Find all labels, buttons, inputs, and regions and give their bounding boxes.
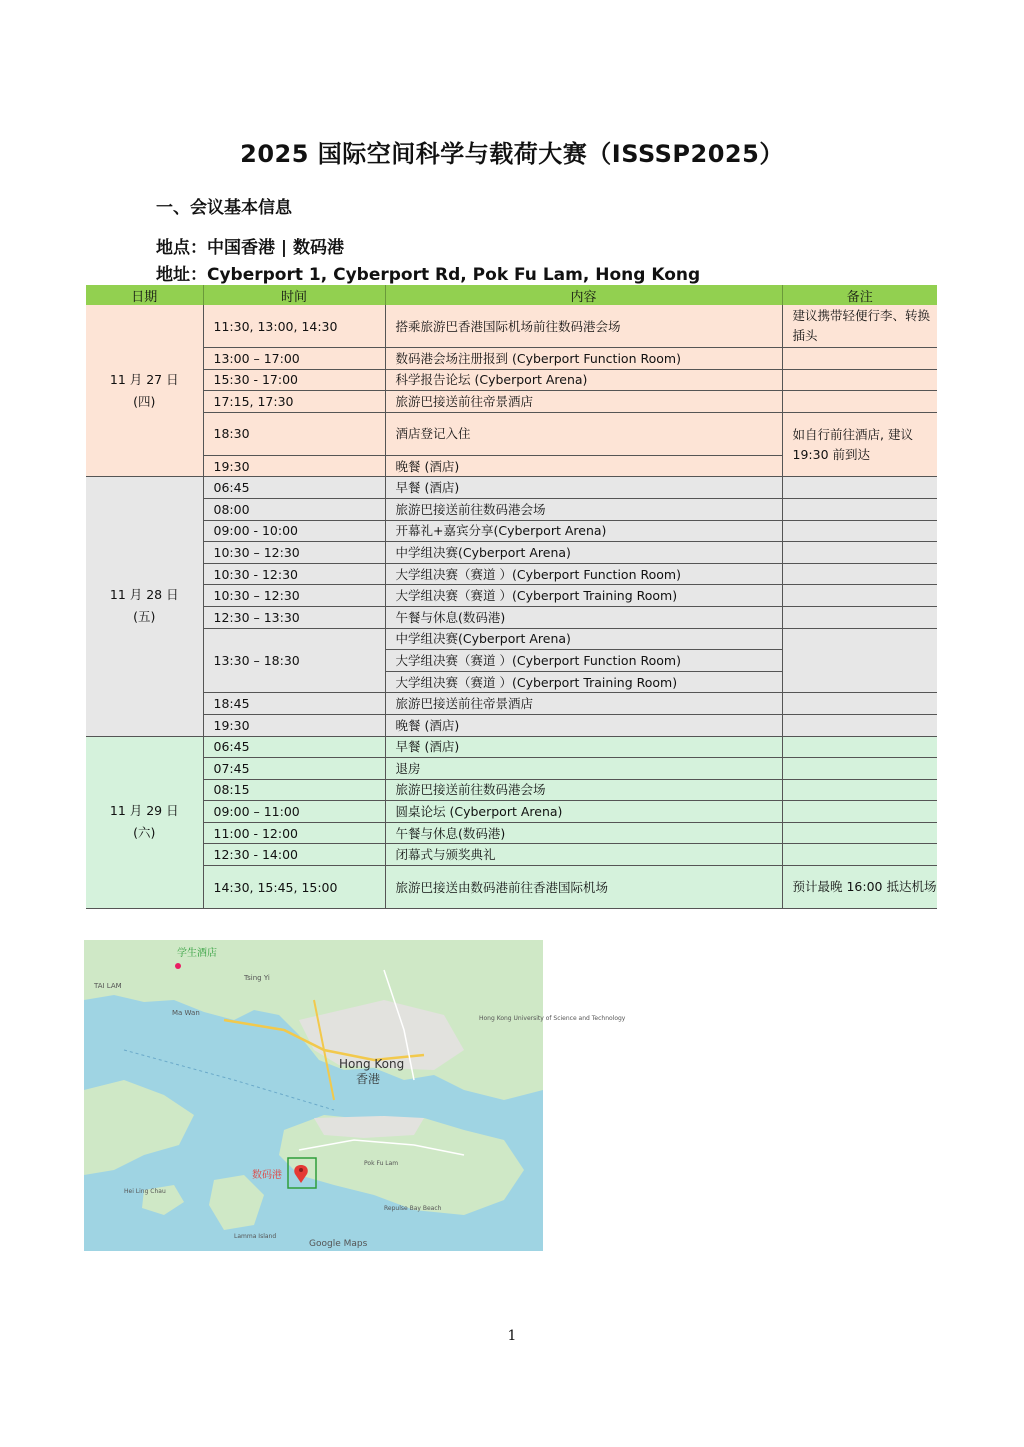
content-cell: 大学组决赛（赛道 ）(Cyberport Training Room) — [385, 585, 782, 607]
note-cell — [782, 585, 937, 607]
note-cell — [782, 542, 937, 564]
date-label: 11 月 27 日 — [109, 371, 179, 387]
map-label-hotel: 学生酒店 — [177, 948, 217, 959]
address-line: 地址：Cyberport 1, Cyberport Rd, Pok Fu Lam, Hong Kong — [156, 265, 701, 285]
table-row — [86, 348, 937, 370]
time-cell: 13:30 – 18:30 — [203, 628, 385, 693]
table-row — [86, 822, 937, 844]
header-note: 备注 — [782, 285, 937, 305]
map-google-label: Google Maps — [309, 1239, 368, 1249]
content-cell: 数码港会场注册报到 (Cyberport Function Room) — [385, 348, 782, 370]
table-row — [86, 520, 937, 542]
page-title: 2025 国际空间科学与载荷大赛（ISSSP2025） — [240, 140, 784, 168]
note-cell — [782, 498, 937, 520]
content-cell: 中学组决赛(Cyberport Arena) — [385, 628, 782, 650]
location-map — [84, 940, 626, 1251]
content-cell: 旅游巴接送前往数码港会场 — [385, 779, 782, 801]
map-label-hk-cn: 香港 — [356, 1072, 381, 1086]
content-cell: 大学组决赛（赛道 ）(Cyberport Function Room) — [385, 650, 782, 672]
note-cell — [782, 693, 937, 715]
content-cell: 午餐与休息(数码港) — [385, 606, 782, 628]
content-cell: 圆桌论坛 (Cyberport Arena) — [385, 801, 782, 823]
note-cell — [782, 391, 937, 413]
table-row — [86, 542, 937, 564]
table-row — [86, 736, 937, 758]
date-cell — [86, 477, 203, 736]
map-label-cyberport: 数码港 — [252, 1170, 282, 1181]
weekday-label: (五) — [133, 609, 156, 625]
map-label-tsing-yi: Tsing Yi — [244, 974, 270, 982]
note-cell — [782, 736, 937, 758]
location-line: 地点：中国香港 | 数码港 — [156, 238, 345, 258]
map-label-lamma: Lamma Island — [234, 1233, 277, 1240]
time-cell: 08:00 — [203, 498, 385, 520]
table-header-row — [86, 285, 937, 305]
note-cell — [782, 369, 937, 391]
time-cell: 09:00 - 10:00 — [203, 520, 385, 542]
date-cell — [86, 736, 203, 909]
table-row — [86, 585, 937, 607]
content-cell: 大学组决赛（赛道 ）(Cyberport Training Room) — [385, 671, 782, 693]
map-pin-dot — [299, 1168, 303, 1172]
map-poi-hotel — [175, 963, 181, 969]
note-cell — [782, 348, 937, 370]
content-cell: 中学组决赛(Cyberport Arena) — [385, 542, 782, 564]
table-row — [86, 606, 937, 628]
note-cell: 预计最晚 16:00 抵达机场 — [782, 866, 937, 909]
note-cell — [782, 606, 937, 628]
day-group-nov27 — [86, 305, 937, 477]
table-row — [86, 714, 937, 736]
weekday-label: (六) — [133, 825, 156, 841]
time-cell: 11:30, 13:00, 14:30 — [203, 305, 385, 348]
content-cell: 早餐 (酒店) — [385, 736, 782, 758]
note-cell: 如自行前往酒店, 建议 19:30 前到达 — [782, 412, 937, 477]
table-row — [86, 369, 937, 391]
time-cell: 18:30 — [203, 412, 385, 455]
map-label-hkust: Hong Kong University of Science and Technology — [479, 1015, 626, 1022]
time-cell: 10:30 – 12:30 — [203, 542, 385, 564]
content-cell: 酒店登记入住 — [385, 412, 782, 455]
time-cell: 11:00 - 12:00 — [203, 822, 385, 844]
content-cell: 闭幕式与颁奖典礼 — [385, 844, 782, 866]
table-row — [86, 844, 937, 866]
schedule-table — [86, 285, 937, 909]
table-row — [86, 693, 937, 715]
header-time: 时间 — [203, 285, 385, 305]
map-urban-central — [314, 1116, 424, 1138]
time-cell: 17:15, 17:30 — [203, 391, 385, 413]
time-cell: 12:30 - 14:00 — [203, 844, 385, 866]
time-cell: 14:30, 15:45, 15:00 — [203, 866, 385, 909]
content-cell: 科学报告论坛 (Cyberport Arena) — [385, 369, 782, 391]
map-label-hei-ling: Hei Ling Chau — [124, 1188, 166, 1195]
content-cell: 早餐 (酒店) — [385, 477, 782, 499]
time-cell: 12:30 – 13:30 — [203, 606, 385, 628]
weekday-label: (四) — [133, 393, 156, 409]
table-row — [86, 391, 937, 413]
note-cell — [782, 822, 937, 844]
content-cell: 退房 — [385, 758, 782, 780]
table-row — [86, 866, 937, 909]
day-group-nov28 — [86, 477, 937, 736]
content-cell: 开幕礼+嘉宾分享(Cyberport Arena) — [385, 520, 782, 542]
time-cell: 07:45 — [203, 758, 385, 780]
time-cell: 18:45 — [203, 693, 385, 715]
map-label-tai-lam: TAI LAM — [94, 982, 122, 990]
note-cell — [782, 628, 937, 693]
section-heading: 一、会议基本信息 — [156, 198, 292, 218]
table-row — [86, 801, 937, 823]
note-cell — [782, 563, 937, 585]
header-date: 日期 — [86, 285, 203, 305]
map-label-pok-fu-lam: Pok Fu Lam — [364, 1160, 399, 1167]
time-cell: 15:30 - 17:00 — [203, 369, 385, 391]
table-row — [86, 305, 937, 348]
day-group-nov29 — [86, 736, 937, 909]
header-content: 内容 — [385, 285, 782, 305]
table-row — [86, 758, 937, 780]
table-row — [86, 628, 937, 650]
map-label-repulse: Repulse Bay Beach — [384, 1205, 442, 1212]
note-cell — [782, 477, 937, 499]
content-cell: 旅游巴接送前往数码港会场 — [385, 498, 782, 520]
table-row — [86, 779, 937, 801]
note-cell — [782, 520, 937, 542]
note-cell: 建议携带轻便行李、转换插头 — [782, 305, 937, 348]
map-label-hk: Hong Kong — [339, 1057, 405, 1071]
date-cell — [86, 305, 203, 477]
time-cell: 08:15 — [203, 779, 385, 801]
page-number: 1 — [507, 1328, 517, 1344]
table-row — [86, 477, 937, 499]
time-cell: 10:30 - 12:30 — [203, 563, 385, 585]
date-label: 11 月 28 日 — [109, 587, 179, 603]
time-cell: 13:00 – 17:00 — [203, 348, 385, 370]
time-cell: 06:45 — [203, 477, 385, 499]
time-cell: 19:30 — [203, 455, 385, 477]
content-cell: 午餐与休息(数码港) — [385, 822, 782, 844]
note-cell — [782, 779, 937, 801]
note-cell — [782, 801, 937, 823]
content-cell: 晚餐 (酒店) — [385, 455, 782, 477]
time-cell: 19:30 — [203, 714, 385, 736]
time-cell: 09:00 – 11:00 — [203, 801, 385, 823]
content-cell: 大学组决赛（赛道 ）(Cyberport Function Room) — [385, 563, 782, 585]
content-cell: 搭乘旅游巴香港国际机场前往数码港会场 — [385, 305, 782, 348]
content-cell: 旅游巴接送由数码港前往香港国际机场 — [385, 866, 782, 909]
note-cell — [782, 714, 937, 736]
note-cell — [782, 844, 937, 866]
table-row — [86, 412, 937, 455]
table-row — [86, 498, 937, 520]
date-label: 11 月 29 日 — [109, 803, 179, 819]
time-cell: 10:30 – 12:30 — [203, 585, 385, 607]
map-label-ma-wan: Ma Wan — [172, 1009, 200, 1017]
content-cell: 旅游巴接送前往帝景酒店 — [385, 693, 782, 715]
content-cell: 晚餐 (酒店) — [385, 714, 782, 736]
time-cell: 06:45 — [203, 736, 385, 758]
table-row — [86, 563, 937, 585]
content-cell: 旅游巴接送前往帝景酒店 — [385, 391, 782, 413]
note-cell — [782, 758, 937, 780]
